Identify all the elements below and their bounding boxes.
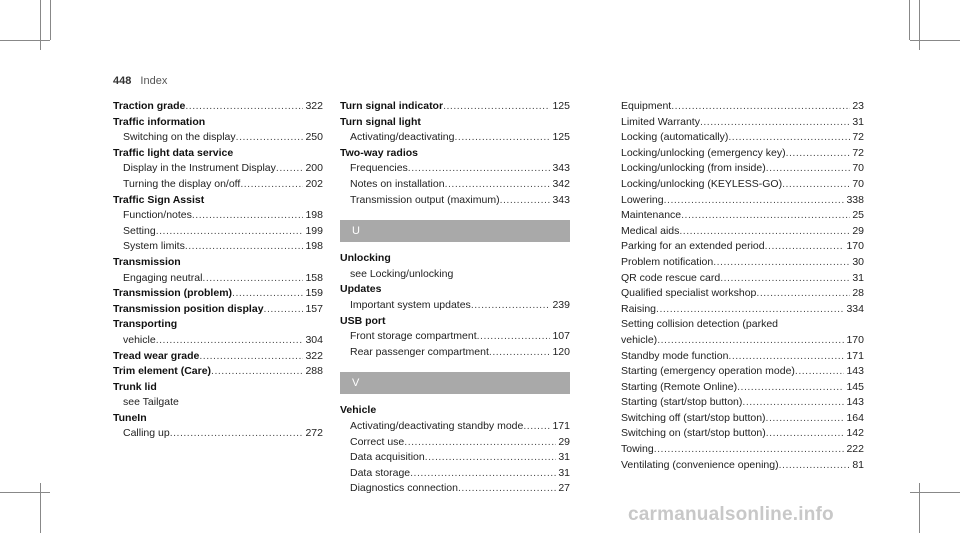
page-ref: 342 xyxy=(552,177,570,190)
page-number: 448 xyxy=(113,75,132,87)
index-heading[interactable] xyxy=(113,349,323,365)
index-heading[interactable] xyxy=(113,255,323,271)
index-heading[interactable] xyxy=(113,411,323,427)
leader-dots xyxy=(766,161,851,177)
page-ref: 164 xyxy=(846,411,864,424)
page-ref: 322 xyxy=(305,349,323,362)
entry-text: Data acquisition xyxy=(350,451,425,464)
index-heading[interactable] xyxy=(340,146,570,162)
page-ref: 29 xyxy=(558,435,570,448)
entry-text: Locking/unlocking (from inside) xyxy=(621,162,766,175)
entry-text: Standby mode function xyxy=(621,349,729,362)
entry-text: Lowering xyxy=(621,193,664,206)
index-subentry[interactable] xyxy=(621,161,864,177)
page-ref: 343 xyxy=(552,193,570,206)
page-ref: 199 xyxy=(305,224,323,237)
entry-text: Vehicle xyxy=(340,404,377,417)
entry-text: Front storage compartment xyxy=(350,330,477,343)
index-subentry[interactable] xyxy=(340,329,570,345)
entry-text: Notes on installation xyxy=(350,177,445,190)
index-heading[interactable] xyxy=(113,380,323,396)
leader-dots xyxy=(264,302,304,318)
page-ref: 23 xyxy=(852,100,864,112)
index-entry xyxy=(340,251,570,282)
page-header xyxy=(113,75,167,87)
index-subentry[interactable] xyxy=(621,458,864,474)
entry-text: Trunk lid xyxy=(113,380,157,393)
leader-dots xyxy=(156,333,304,349)
entry-text: Raising xyxy=(621,302,657,315)
index-entry xyxy=(113,317,323,348)
page-ref: 202 xyxy=(305,177,323,190)
index-entry xyxy=(340,99,570,115)
leader-dots xyxy=(236,130,304,146)
index-entry xyxy=(113,146,323,193)
entry-text: Transporting xyxy=(113,318,178,331)
page-ref: 27 xyxy=(558,482,570,495)
leader-dots xyxy=(170,426,304,442)
page-ref: 143 xyxy=(846,396,864,409)
page-ref: 143 xyxy=(846,365,864,378)
index-entry xyxy=(340,146,570,208)
page-ref: 29 xyxy=(852,224,864,237)
page-ref: 322 xyxy=(305,100,323,112)
index-subentry[interactable] xyxy=(621,115,864,131)
index-heading[interactable] xyxy=(340,115,570,131)
entry-text: Locking (automatically) xyxy=(621,131,729,144)
entry-text: Limited Warranty xyxy=(621,115,700,128)
page-ref: 25 xyxy=(852,209,864,222)
page-ref: 31 xyxy=(852,115,864,128)
leader-dots xyxy=(713,255,850,271)
entry-text: Transmission (problem) xyxy=(113,287,233,300)
page-ref: 142 xyxy=(846,427,864,440)
index-heading[interactable] xyxy=(340,282,570,298)
page-ref: 338 xyxy=(846,193,864,206)
crop-mark xyxy=(40,483,41,533)
index-subentry[interactable] xyxy=(621,395,864,411)
entry-text: Ventilating (convenience opening) xyxy=(621,458,779,471)
leader-dots xyxy=(671,99,850,115)
index-entry xyxy=(340,314,570,361)
index-subentry[interactable] xyxy=(113,208,323,224)
leader-dots xyxy=(192,208,304,224)
leader-dots xyxy=(779,458,851,474)
leader-dots xyxy=(657,333,844,349)
leader-dots xyxy=(425,450,557,466)
leader-dots xyxy=(654,442,845,458)
page-ref: 125 xyxy=(552,100,570,112)
see-reference[interactable]: see Locking/unlocking xyxy=(350,267,454,280)
leader-dots xyxy=(742,395,844,411)
page-ref: 198 xyxy=(305,209,323,222)
letter-heading-u: U xyxy=(340,220,570,242)
entry-text: Function/notes xyxy=(123,209,192,222)
leader-dots xyxy=(232,286,303,302)
index-subentry[interactable] xyxy=(621,193,864,209)
entry-text: USB port xyxy=(340,314,386,327)
index-entry xyxy=(340,115,570,146)
leader-dots xyxy=(737,380,844,396)
entry-text: Tread wear grade xyxy=(113,349,200,362)
leader-dots xyxy=(786,146,851,162)
index-subentry[interactable] xyxy=(113,161,323,177)
entry-text: Activating/deactivating standby mode xyxy=(350,419,524,432)
index-subentry[interactable] xyxy=(621,442,864,458)
index-subentry[interactable] xyxy=(621,302,864,318)
leader-dots xyxy=(404,435,556,451)
index-subentry[interactable] xyxy=(621,286,864,302)
letter-heading-v: V xyxy=(340,372,570,394)
entry-text: Setting xyxy=(123,224,156,237)
entry-text: Correct use xyxy=(350,435,405,448)
leader-dots xyxy=(185,99,303,115)
leader-dots xyxy=(199,349,303,365)
entry-text: QR code rescue card xyxy=(621,271,721,284)
entry-text: Updates xyxy=(340,283,382,296)
entry-text: Starting (emergency operation mode) xyxy=(621,365,795,378)
page-ref: 198 xyxy=(305,240,323,253)
entry-text: Switching on the display xyxy=(123,131,236,144)
index-subentry[interactable] xyxy=(340,435,570,451)
index-heading[interactable] xyxy=(340,99,570,115)
page-ref: 72 xyxy=(852,146,864,159)
entry-text: Problem notification xyxy=(621,255,714,268)
crop-mark xyxy=(910,40,960,41)
index-subentry[interactable] xyxy=(621,146,864,162)
crop-mark xyxy=(909,0,910,40)
page-ref: 200 xyxy=(305,162,323,175)
index-subentry[interactable] xyxy=(621,177,864,193)
leader-dots xyxy=(795,364,845,380)
entry-text: Maintenance xyxy=(621,209,682,222)
crop-mark xyxy=(0,40,50,41)
entry-text: Diagnostics connection xyxy=(350,482,458,495)
leader-dots xyxy=(756,286,850,302)
crop-mark xyxy=(50,0,51,40)
entry-text: Switching on (start/stop button) xyxy=(621,427,766,440)
page-ref: 81 xyxy=(852,458,864,471)
index-subentry[interactable] xyxy=(340,298,570,314)
leader-dots xyxy=(681,208,850,224)
entry-text: Setting collision detection (parked xyxy=(621,318,779,331)
leader-dots xyxy=(445,177,551,193)
entry-text: Data storage xyxy=(350,466,411,479)
page-ref: 304 xyxy=(305,333,323,346)
index-heading[interactable] xyxy=(113,115,323,131)
page-ref: 158 xyxy=(305,271,323,284)
leader-dots xyxy=(728,349,844,365)
page-ref: 334 xyxy=(846,302,864,315)
leader-dots xyxy=(720,271,850,287)
entry-text: Calling up xyxy=(123,427,170,440)
index-subentry[interactable] xyxy=(340,419,570,435)
leader-dots xyxy=(443,99,550,115)
index-heading[interactable] xyxy=(113,99,323,115)
index-subentry[interactable] xyxy=(340,345,570,361)
entry-text: Unlocking xyxy=(340,252,391,265)
entry-text: Starting (Remote Online) xyxy=(621,380,738,393)
leader-dots xyxy=(766,426,845,442)
index-heading[interactable] xyxy=(113,364,323,380)
leader-dots xyxy=(211,364,303,380)
entry-text: Frequencies xyxy=(350,162,408,175)
leader-dots xyxy=(679,224,850,240)
index-heading[interactable] xyxy=(340,314,570,330)
index-subentry[interactable] xyxy=(340,450,570,466)
page-ref: 250 xyxy=(305,131,323,144)
entry-text: Traffic light data service xyxy=(113,146,234,159)
index-subentry[interactable] xyxy=(340,466,570,482)
page-ref: 70 xyxy=(852,177,864,190)
entry-text: vehicle xyxy=(123,333,156,346)
entry-text: Transmission output (maximum) xyxy=(350,193,500,206)
page-ref: 107 xyxy=(552,330,570,343)
index-subentry[interactable] xyxy=(113,239,323,255)
leader-dots xyxy=(240,177,303,193)
entry-text: Parking for an extended period xyxy=(621,240,765,253)
crop-mark xyxy=(919,0,920,50)
index-heading[interactable] xyxy=(113,286,323,302)
index-subentry[interactable] xyxy=(340,130,570,146)
entry-text: Traction grade xyxy=(113,100,186,112)
index-subentry[interactable] xyxy=(621,333,864,349)
crop-mark xyxy=(910,492,960,493)
index-entry xyxy=(113,193,323,255)
page-ref: 157 xyxy=(305,302,323,315)
page-ref: 145 xyxy=(846,380,864,393)
index-column-3 xyxy=(621,99,864,473)
index-subentry[interactable] xyxy=(621,426,864,442)
page-ref: 30 xyxy=(852,255,864,268)
index-subentry[interactable] xyxy=(621,349,864,365)
leader-dots xyxy=(276,161,304,177)
leader-dots xyxy=(458,481,556,497)
index-heading[interactable] xyxy=(113,317,323,333)
index-subentry[interactable] xyxy=(621,208,864,224)
entry-text: Traffic information xyxy=(113,115,206,128)
entry-text: Starting (start/stop button) xyxy=(621,396,743,409)
leader-dots xyxy=(656,302,844,318)
index-heading[interactable] xyxy=(340,251,570,267)
watermark: carmanualsonline.info xyxy=(628,504,834,525)
page-ref: 31 xyxy=(558,451,570,464)
leader-dots xyxy=(765,239,845,255)
index-entry xyxy=(113,302,323,318)
index-entry xyxy=(113,286,323,302)
entry-text: TuneIn xyxy=(113,411,147,424)
leader-dots xyxy=(477,329,551,345)
entry-text: Activating/deactivating xyxy=(350,131,455,144)
entry-text: Turning the display on/off xyxy=(123,177,241,190)
index-subentry[interactable] xyxy=(621,317,864,333)
page-ref: 159 xyxy=(305,287,323,300)
index-subentry[interactable] xyxy=(621,224,864,240)
index-subentry[interactable] xyxy=(621,130,864,146)
page-ref: 222 xyxy=(846,443,864,456)
see-reference[interactable]: see Tailgate xyxy=(123,396,179,409)
page-ref: 171 xyxy=(846,349,864,362)
index-heading[interactable] xyxy=(113,302,323,318)
entry-text: Turn signal light xyxy=(340,115,421,128)
index-subentry[interactable] xyxy=(340,481,570,497)
entry-text: System limits xyxy=(123,240,185,253)
index-heading[interactable] xyxy=(113,193,323,209)
entry-text: Rear passenger compartment xyxy=(350,345,489,358)
index-subentry[interactable] xyxy=(113,271,323,287)
page-ref: 28 xyxy=(852,287,864,300)
entry-text: Locking/unlocking (emergency key) xyxy=(621,146,786,159)
leader-dots xyxy=(782,177,850,193)
page-ref: 170 xyxy=(846,333,864,346)
entry-text: Transmission position display xyxy=(113,302,264,315)
entry-text: vehicle) xyxy=(621,333,658,346)
leader-dots xyxy=(202,271,303,287)
index-entry xyxy=(113,411,323,442)
leader-dots xyxy=(700,115,850,131)
crop-mark xyxy=(919,483,920,533)
entry-text: Trim element (Care) xyxy=(113,365,212,378)
crop-mark xyxy=(0,492,50,493)
entry-text: Equipment xyxy=(621,100,672,112)
index-subentry[interactable] xyxy=(113,333,323,349)
leader-dots xyxy=(156,224,304,240)
page-ref: 72 xyxy=(852,131,864,144)
leader-dots xyxy=(523,419,550,435)
leader-dots xyxy=(500,193,551,209)
leader-dots xyxy=(410,466,556,482)
index-subentry[interactable] xyxy=(340,161,570,177)
entry-text: Transmission xyxy=(113,255,181,268)
index-subentry[interactable] xyxy=(621,380,864,396)
leader-dots xyxy=(408,161,551,177)
page-ref: 171 xyxy=(552,419,570,432)
index-subentry[interactable] xyxy=(113,177,323,193)
index-entry xyxy=(340,282,570,313)
index-entry xyxy=(113,99,323,115)
index-entry xyxy=(113,115,323,146)
leader-dots xyxy=(664,193,845,209)
index-subentry[interactable] xyxy=(340,193,570,209)
index-subentry[interactable] xyxy=(621,99,864,115)
leader-dots xyxy=(185,239,304,255)
index-subentry[interactable] xyxy=(621,255,864,271)
page-ref: 31 xyxy=(558,466,570,479)
entry-text: Traffic Sign Assist xyxy=(113,193,205,206)
index-heading[interactable] xyxy=(340,403,570,419)
entry-text: Qualified specialist workshop xyxy=(621,287,757,300)
entry-text: Medical aids xyxy=(621,224,680,237)
entry-text: Two-way radios xyxy=(340,146,418,159)
entry-text: Towing xyxy=(621,443,654,456)
index-subentry[interactable] xyxy=(340,177,570,193)
index-column-2 xyxy=(340,99,570,497)
index-heading[interactable] xyxy=(113,146,323,162)
index-subentry[interactable] xyxy=(113,130,323,146)
entry-text: Display in the Instrument Display xyxy=(123,162,276,175)
leader-dots xyxy=(489,345,551,361)
entry-text: Turn signal indicator xyxy=(340,100,444,112)
index-subentry[interactable] xyxy=(113,224,323,240)
index-subentry[interactable] xyxy=(621,239,864,255)
index-entry xyxy=(113,364,323,380)
index-entry xyxy=(340,403,570,497)
page-ref: 70 xyxy=(852,162,864,175)
section-title: Index xyxy=(140,75,168,87)
page-ref: 170 xyxy=(846,240,864,253)
index-entry xyxy=(113,380,323,411)
page-ref: 288 xyxy=(305,365,323,378)
index-subentry[interactable] xyxy=(621,411,864,427)
crop-mark xyxy=(40,0,41,50)
leader-dots xyxy=(454,130,550,146)
entry-text: Switching off (start/stop button) xyxy=(621,411,766,424)
page-ref: 239 xyxy=(552,298,570,311)
page-ref: 31 xyxy=(852,271,864,284)
entry-text: Engaging neutral xyxy=(123,271,203,284)
index-subentry[interactable] xyxy=(113,426,323,442)
entry-text: Important system updates xyxy=(350,298,471,311)
page-ref: 343 xyxy=(552,162,570,175)
index-entry xyxy=(113,255,323,286)
index-subentry[interactable] xyxy=(621,364,864,380)
index-subentry[interactable] xyxy=(621,271,864,287)
index-entry xyxy=(113,349,323,365)
entry-text: Locking/unlocking (KEYLESS-GO) xyxy=(621,177,783,190)
leader-dots xyxy=(471,298,551,314)
leader-dots xyxy=(728,130,850,146)
page-ref: 125 xyxy=(552,131,570,144)
index-column-1 xyxy=(113,99,323,442)
page-ref: 120 xyxy=(552,345,570,358)
leader-dots xyxy=(766,411,845,427)
page-ref: 272 xyxy=(305,427,323,440)
